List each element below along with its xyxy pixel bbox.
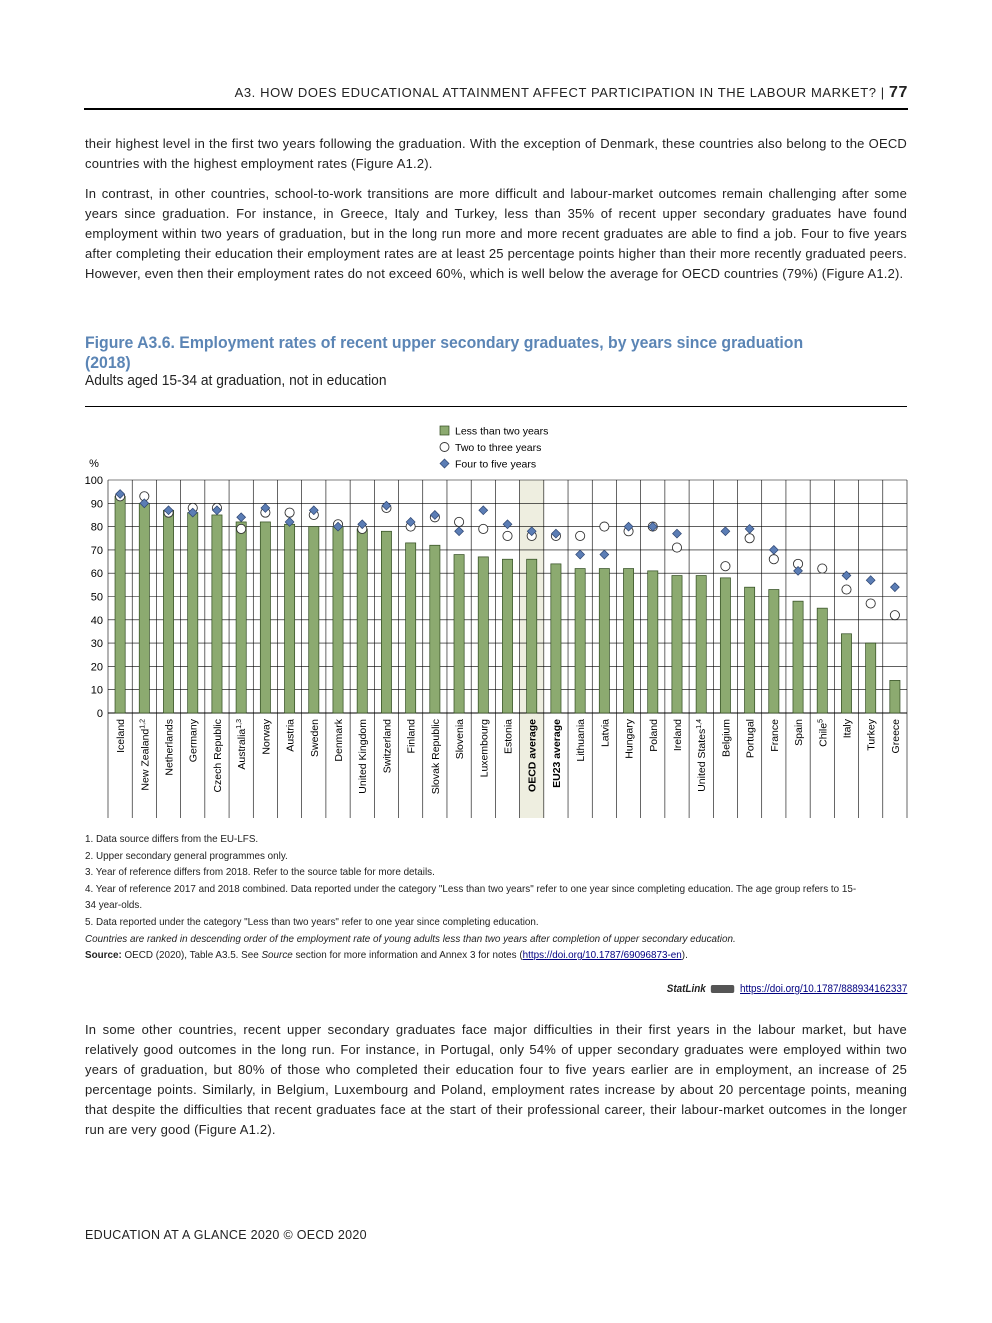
category-label: Poland <box>647 719 660 752</box>
bar-less-than-two-years <box>527 559 537 713</box>
running-title: A3. HOW DOES EDUCATIONAL ATTAINMENT AFFECT PARTICIPATION IN THE LABOUR MARKET? <box>234 85 877 100</box>
marker-two-to-three-years <box>842 585 851 594</box>
y-tick-label: 60 <box>90 568 103 581</box>
note-2: 2. Upper secondary general programmes only. <box>85 849 288 862</box>
bar-less-than-two-years <box>454 555 464 713</box>
y-tick-label: 80 <box>90 521 103 534</box>
body-paragraph-2: In contrast, in other countries, school-to-work transitions are more difficult and labour-market outcomes remain challenging after some years since graduation. For instance, in Greece, Italy and Turkey, less than 35% of recent upper secondary graduates have found employment within two years of graduation, but in the long run more and more recent graduates are able to find a job. Four to five years after completing their education their employment rates are at least 25 percentage points higher than their more recently graduated peers. However, even then their employment rates do not exceed 60%, which is well below the average for OECD countries (79%) (Figure A1.2). <box>85 186 907 281</box>
figure-rule <box>85 406 907 407</box>
legend-label: Less than two years <box>455 425 549 438</box>
bar-less-than-two-years <box>672 576 682 713</box>
category-label: Norway <box>260 719 273 755</box>
marker-two-to-three-years <box>503 531 512 540</box>
category-label: Australia$^{1,3}$ <box>236 719 249 770</box>
bar-less-than-two-years <box>406 543 416 713</box>
source-label: Source: <box>85 949 122 962</box>
marker-two-to-three-years <box>818 564 827 573</box>
y-tick-label: 70 <box>90 544 103 557</box>
category-label: France <box>768 719 781 752</box>
category-label: Sweden <box>308 719 321 757</box>
figure-title: Figure A3.6. Employment rates of recent upper secondary graduates, by years since graduation (2018) <box>85 333 804 372</box>
category-label: Iceland <box>115 719 128 753</box>
source-text-2: section for more information and Annex 3 for notes ( <box>292 949 523 962</box>
body-paragraph-1: their highest level in the first two years following the graduation. With the exception of Denmark, these countries also belong to the OECD countries with the highest employment rates (Figure A1.2). <box>85 136 907 171</box>
source-text: OECD (2020), Table A3.5. See <box>121 949 262 962</box>
y-tick-label: 50 <box>90 591 103 604</box>
category-label: Spain <box>793 719 806 746</box>
figure-subtitle: Adults aged 15-34 at graduation, not in education <box>85 372 387 389</box>
bar-less-than-two-years <box>551 564 561 713</box>
marker-two-to-three-years <box>866 599 875 608</box>
bar-less-than-two-years <box>236 522 246 713</box>
bar-less-than-two-years <box>502 559 512 713</box>
page-number: 77 <box>889 84 908 101</box>
legend-label: Two to three years <box>455 442 542 454</box>
bar-less-than-two-years <box>381 531 391 713</box>
bar-less-than-two-years <box>599 569 609 713</box>
bar-less-than-two-years <box>817 608 827 713</box>
category-label: Lithuania <box>575 719 588 762</box>
marker-four-to-five-years <box>721 527 730 536</box>
source-doi-link[interactable]: https://doi.org/10.1787/69096873-en <box>522 949 682 962</box>
marker-two-to-three-years <box>600 522 609 531</box>
statlink <box>666 983 907 995</box>
statlink-logo: StatLink <box>666 983 706 995</box>
ranking-note: Countries are ranked in descending order of the employment rate of young adults less than two years after completion of upper secondary education. <box>85 932 736 945</box>
marker-four-to-five-years <box>866 576 875 585</box>
category-label: Chile$^5$ <box>817 719 830 747</box>
y-tick-label: 90 <box>90 498 103 511</box>
category-label: New Zealand$^{1,2}$ <box>139 719 152 791</box>
marker-four-to-five-years <box>576 550 585 559</box>
marker-four-to-five-years <box>890 583 899 592</box>
category-label: Switzerland <box>381 719 394 774</box>
page-footer: EDUCATION AT A GLANCE 2020 © OECD 2020 <box>85 1228 367 1242</box>
category-label: Greece <box>889 719 902 754</box>
bar-less-than-two-years <box>333 527 343 713</box>
marker-two-to-three-years <box>890 611 899 620</box>
y-tick-label: 100 <box>84 475 103 487</box>
marker-two-to-three-years <box>769 555 778 564</box>
bar-less-than-two-years <box>841 634 851 713</box>
bar-less-than-two-years <box>115 496 125 713</box>
statlink-url[interactable]: https://doi.org/10.1787/888934162337 <box>739 983 907 995</box>
category-label: United States$^{1,4}$ <box>696 719 709 792</box>
category-label: Italy <box>841 719 854 739</box>
marker-four-to-five-years <box>503 520 512 529</box>
note-1: 1. Data source differs from the EU-LFS. <box>85 833 259 845</box>
note-4: 4. Year of reference 2017 and 2018 combined. Data reported under the category "Less than two years" refer to one year since completing education. The age group refers to 15-34 year-olds. <box>85 882 857 912</box>
bar-less-than-two-years <box>188 513 198 713</box>
bar-less-than-two-years <box>478 557 488 713</box>
category-label: Germany <box>187 719 200 763</box>
bar-less-than-two-years <box>212 515 222 713</box>
marker-two-to-three-years <box>721 562 730 571</box>
category-label: Slovak Republic <box>429 719 442 795</box>
category-label: Austria <box>284 719 297 752</box>
bar-less-than-two-years <box>357 529 367 713</box>
bar-less-than-two-years <box>575 569 585 713</box>
marker-four-to-five-years <box>673 529 682 538</box>
bar-less-than-two-years <box>769 590 779 713</box>
y-tick-label: 10 <box>90 684 103 697</box>
bar-less-than-two-years <box>309 527 319 713</box>
legend-label: Four to five years <box>455 458 537 471</box>
bar-less-than-two-years <box>866 643 876 713</box>
legend-swatch-diamond <box>440 459 449 468</box>
category-label: Slovenia <box>454 719 467 760</box>
marker-two-to-three-years <box>479 524 488 533</box>
category-label: Netherlands <box>163 719 176 776</box>
marker-four-to-five-years <box>479 506 488 515</box>
category-label: EU23 average <box>550 719 563 788</box>
marker-two-to-three-years <box>672 543 681 552</box>
bar-less-than-two-years <box>720 578 730 713</box>
category-label: Portugal <box>744 719 757 759</box>
category-label: Finland <box>405 719 418 754</box>
source-italic: Source <box>261 949 293 962</box>
y-tick-label: 30 <box>90 638 103 651</box>
source-note <box>85 947 858 964</box>
bar-less-than-two-years <box>260 522 270 713</box>
statlink-icon <box>711 985 734 993</box>
legend-swatch-bar <box>440 426 449 435</box>
bar-less-than-two-years <box>696 576 706 713</box>
legend-swatch-circle <box>440 443 449 452</box>
marker-two-to-three-years <box>745 534 754 543</box>
marker-two-to-three-years <box>237 524 246 533</box>
bar-less-than-two-years <box>285 524 295 713</box>
bar-less-than-two-years <box>890 680 900 713</box>
marker-two-to-three-years <box>454 517 463 526</box>
category-label: Luxembourg <box>478 719 491 778</box>
category-label: Belgium <box>720 719 733 757</box>
marker-four-to-five-years <box>600 550 609 559</box>
y-tick-label: 20 <box>90 661 103 674</box>
running-header <box>84 84 908 110</box>
figure-notes <box>85 831 858 964</box>
bar-less-than-two-years <box>745 587 755 713</box>
marker-four-to-five-years <box>237 513 246 522</box>
category-label: Czech Republic <box>211 719 224 793</box>
category-label: United Kingdom <box>357 719 370 794</box>
category-label: Turkey <box>865 719 878 751</box>
note-3: 3. Year of reference differs from 2018. Refer to the source table for more details. <box>85 866 435 879</box>
bar-less-than-two-years <box>163 510 173 713</box>
employment-rate-chart <box>84 420 908 825</box>
marker-four-to-five-years <box>745 525 754 534</box>
bar-less-than-two-years <box>623 569 633 713</box>
source-end: ). <box>681 949 688 962</box>
category-label: Latvia <box>599 719 612 748</box>
category-label: Hungary <box>623 719 636 759</box>
marker-four-to-five-years <box>842 571 851 580</box>
header-separator: | <box>880 85 885 100</box>
body-paragraph-3: In some other countries, recent upper secondary graduates face major difficulties in their first years in the labour market, but have relatively good outcomes in the long run. For instance, in Portugal, only 54% of upper secondary graduates were employed within two years of graduation, but 80% of those who completed their education four to five years earlier are in employment, an increase of 25 percentage points. Similarly, in Belgium, Luxembourg and Poland, employment rates increase by about 20 percentage points, meaning that despite the difficulties that recent graduates face at the start of their professional career, their labour-market outcomes in the longer run are very good (Figure A1.2). <box>85 1022 907 1137</box>
bar-less-than-two-years <box>430 545 440 713</box>
category-label: Estonia <box>502 719 515 755</box>
marker-two-to-three-years <box>285 508 294 517</box>
category-label: OECD average <box>526 719 539 792</box>
bar-less-than-two-years <box>139 503 149 713</box>
category-label: Ireland <box>671 719 684 752</box>
y-tick-label: 0 <box>96 708 103 720</box>
y-axis-label: % <box>89 458 99 470</box>
note-5: 5. Data reported under the category "Less than two years" refer to one year since completing education. <box>85 915 539 928</box>
y-tick-label: 40 <box>90 614 103 627</box>
marker-four-to-five-years <box>455 527 464 536</box>
category-label: Denmark <box>333 719 346 762</box>
bar-less-than-two-years <box>648 571 658 713</box>
marker-two-to-three-years <box>576 531 585 540</box>
bar-less-than-two-years <box>793 601 803 713</box>
marker-four-to-five-years <box>769 546 778 555</box>
